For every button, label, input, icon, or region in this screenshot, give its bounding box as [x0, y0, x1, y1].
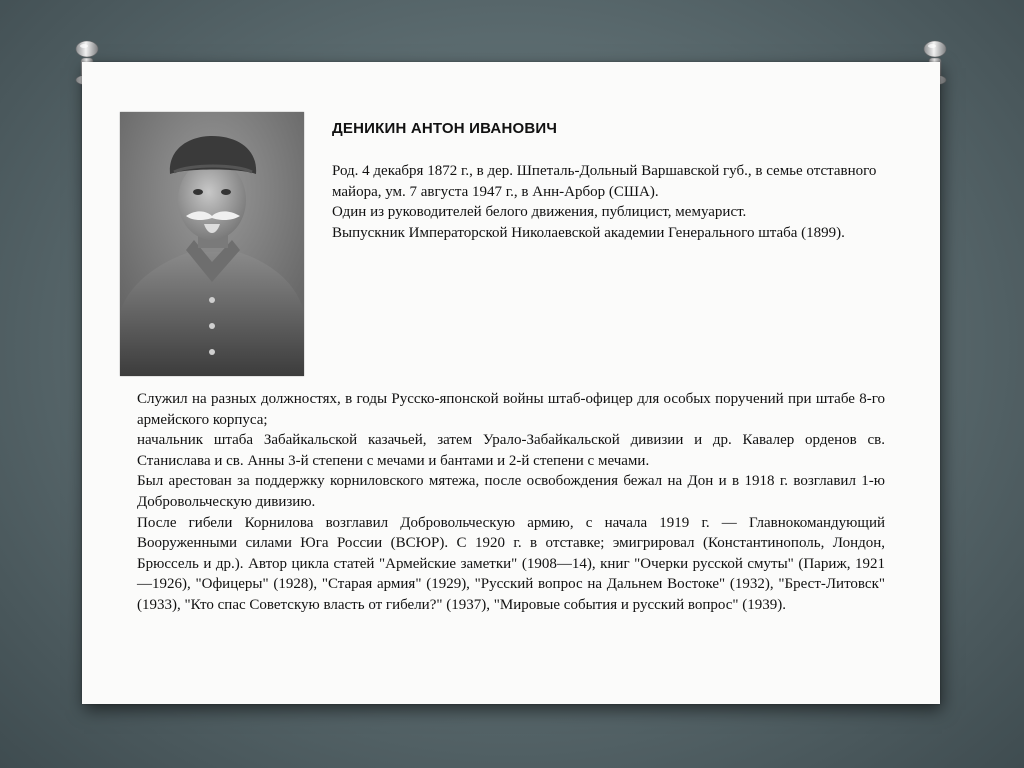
biography-paragraph: Служил на разных должностях, в годы Русско-японской войны штаб-офицер для особых поручений при штабе 8-го армейского корпуса;: [137, 391, 885, 428]
intro-line: Один из руководителей белого движения, публицист, мемуарист.: [332, 204, 747, 220]
intro-line: Род. 4 декабря 1872 г., в дер. Шпеталь-Дольный Варшавской губ., в семье отставного майора, ум. 7 августа 1947 г., в Анн-Арбор (США).: [332, 163, 877, 200]
page-title: ДЕНИКИН АНТОН ИВАНОВИЧ: [332, 120, 558, 137]
biography-paragraph: Был арестован за поддержку корниловского мятежа, после освобождения бежал на Дон и в 1918 г. возглавил 1-ю Добровольческую дивизию.: [137, 473, 885, 510]
portrait-photo: [120, 112, 304, 376]
portrait-photo-icon: [120, 112, 304, 376]
intro-text: [332, 161, 892, 243]
intro-line: Выпускник Императорской Николаевской академии Генерального штаба (1899).: [332, 224, 845, 241]
biography-text: [137, 389, 885, 616]
biography-paragraph: начальник штаба Забайкальской казачьей, затем Урало-Забайкальской дивизии и др. Кавалер орденов св. Станислава и св. Анны 3-й степени с мечами и бантами и 2-й степени с мечами.: [137, 432, 885, 469]
biography-paragraph: После гибели Корнилова возглавил Добровольческую армию, с начала 1919 г. — Главнокомандующий Вооруженными силами Юга России (ВСЮР). С 1920 г. в отставке; эмигрировал (Константинополь, Лондон, Брюссель и др.). Автор цикла статей "Армейские заметки" (1908—14), книг "Очерки русской смуты" (Париж, 1921—1926), "Офицеры" (1928), "Старая армия" (1929), "Русский вопрос на Дальнем Востоке" (1932), "Брест-Литовск" (1933), "Кто спас Советскую власть от гибели?" (1937), "Мировые события и русский вопрос" (1939).: [137, 514, 885, 613]
